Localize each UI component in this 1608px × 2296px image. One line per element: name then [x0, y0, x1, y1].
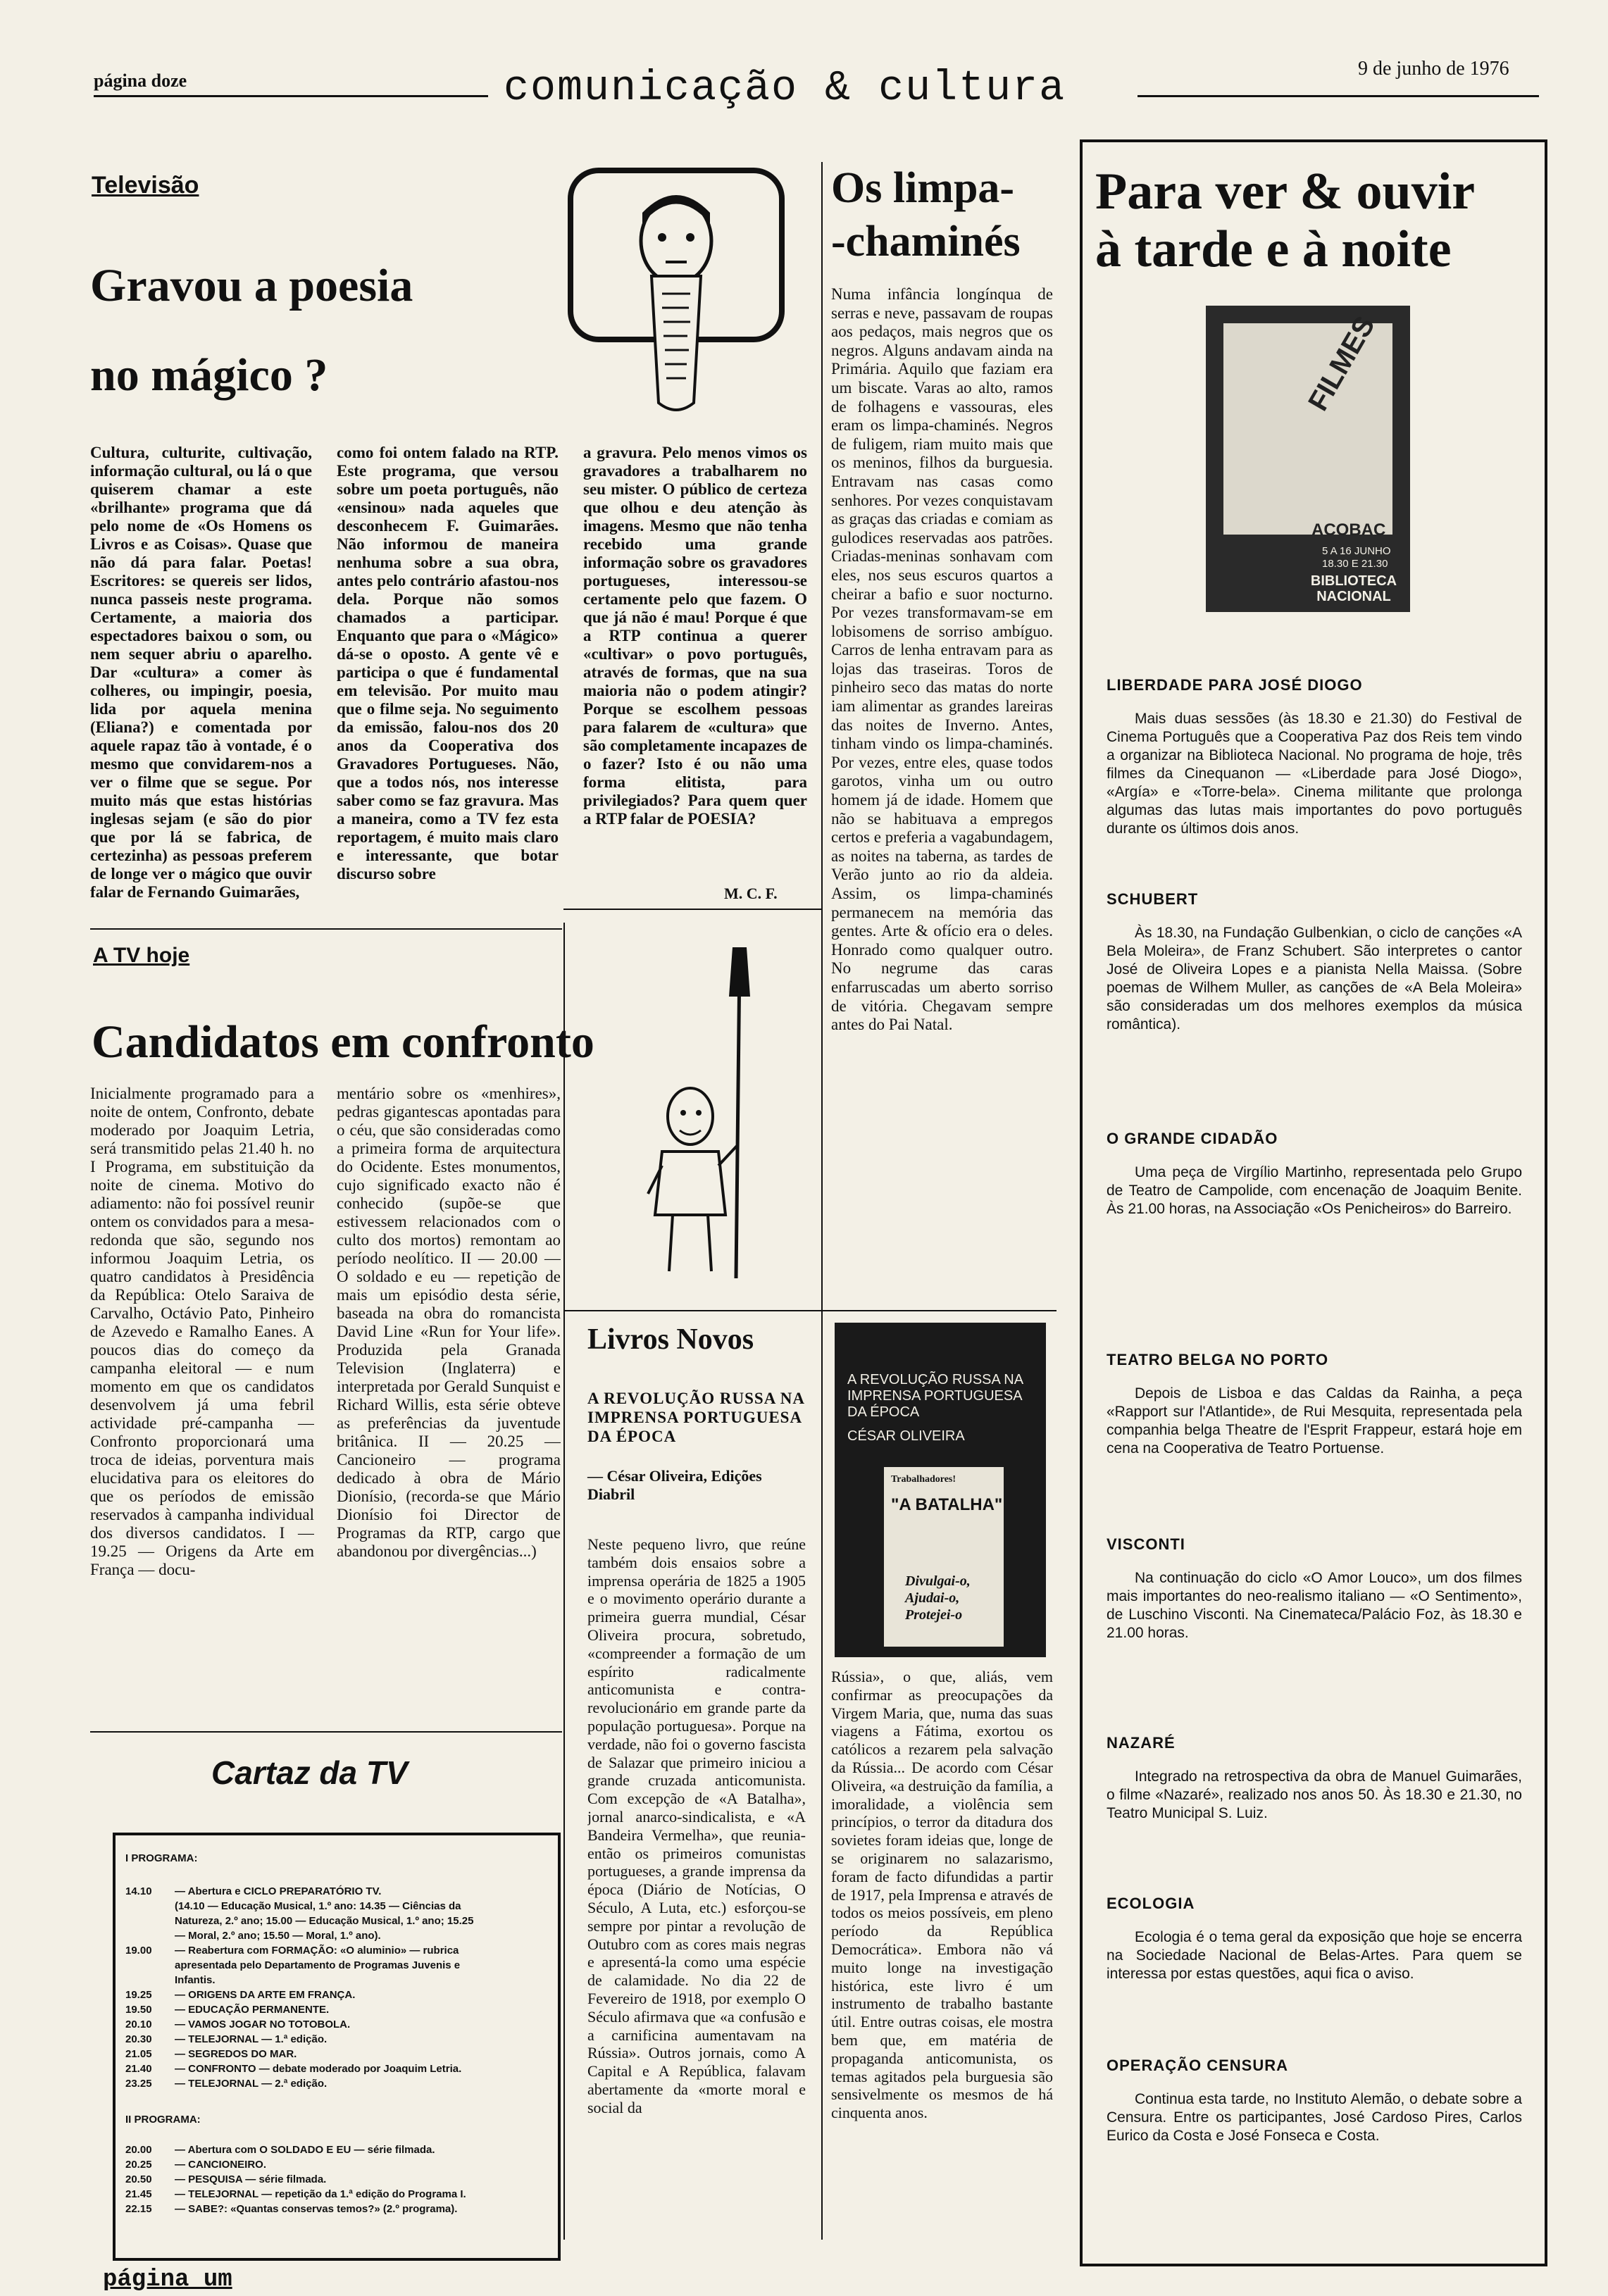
cover-title: A REVOLUÇÃO RUSSA NA IMPRENSA PORTUGUESA DA ÉPOCA: [847, 1372, 1023, 1420]
agenda-title-1: Para ver & ouvir: [1095, 163, 1476, 220]
schedule-time: 21.40: [125, 2063, 152, 2075]
schedule-row: [125, 2076, 548, 2091]
tv-set-illustration: [563, 163, 789, 420]
schedule-text: — TELEJORNAL — repetição da 1.ª edição do Programa I.: [175, 2188, 466, 2200]
schedule-time: 20.30: [125, 2033, 152, 2045]
schedule-time: 19.50: [125, 2004, 152, 2016]
schedule-text: apresentada pelo Departamento de Programas Juvenis e: [175, 1959, 461, 1971]
limpa-headline-2: -chaminés: [831, 218, 1021, 266]
issue-date: 9 de junho de 1976: [1358, 58, 1509, 80]
agenda-item: [1107, 1130, 1522, 1218]
schedule-row: [125, 1943, 548, 1958]
poster-dates: 5 A 16 JUNHO: [1322, 545, 1391, 557]
schedule-row: [125, 2002, 548, 2017]
limpa-headline-1: Os limpa-: [831, 164, 1015, 212]
agenda-item: [1107, 1734, 1522, 1823]
schedule-row: [125, 1973, 548, 1988]
agenda-title-2: à tarde e à noite: [1095, 220, 1452, 278]
tv-kicker: Televisão: [92, 172, 199, 199]
schedule-text: — EDUCAÇÃO PERMANENTE.: [175, 2004, 330, 2016]
agenda-item-text: Às 18.30, na Fundação Gulbenkian, o ciclo de canções «A Bela Moleira», de Franz Schubert. São interpretes o cantor José de Oliveira Lopes e a pianista Nella Maissa. (Sobre poemas de Wilhem Muller, as canções de «A Bela Moleira» são consideradas um dos melhores exemplos da música romântica).: [1107, 925, 1522, 1032]
agenda-item: [1107, 890, 1522, 1034]
schedule-text: — Reabertura com FORMAÇÃO: «O aluminio» — rubrica: [175, 1945, 459, 1957]
schedule-time: 20.00: [125, 2144, 152, 2156]
agenda-item-text: Na continuação do ciclo «O Amor Louco», um dos filmes mais importantes do neo-realismo italiano — «O Sentimento», de Luschino Visconti. Na Cinemateca/Palácio Foz, às 18.30 e 21.00 horas.: [1107, 1570, 1522, 1641]
agenda-item-text: Depois de Lisboa e das Caldas da Rainha, a peça «Rapport sur l'Atlantide», de Rui Mesquita, representada pela companhia belga Theatre de l'Esprit Frappeur, estará hoje em cena na Cooperativa de Teatro Portuense.: [1107, 1385, 1522, 1456]
schedule-time: 19.00: [125, 1945, 152, 1957]
schedule-row: [125, 2032, 548, 2047]
film-festival-poster: [1206, 306, 1410, 612]
column-divider: [821, 162, 823, 2240]
agenda-item-title: VISCONTI: [1107, 1535, 1185, 1553]
cover-paper-top: Trabalhadores!: [891, 1474, 956, 1485]
agenda-item: [1107, 1351, 1522, 1458]
schedule-row: [125, 2187, 548, 2202]
tv-hoje-kicker: A TV hoje: [93, 944, 190, 967]
tv-article-col1: Cultura, culturite, cultivação, informação cultural, ou lá o que quiserem chamar a este «brilhante» programa que dá pelo nome de «Os Homens os Livros e as Coisas». Quase que não dá para falar. Poetas! Escritores: se quereis ser lidos, nunca passeis neste programa. Certamente, a maioria dos espectadores baixou o som, ou nem sequer abriu o aparelho. Dar «cultura» a comer às colheres, ou impingir, poesia, lida por aquela menina (Eliana?) e comentada por aquele rapaz tão à vontade, é o mesmo que convidarem-nos a ver o filme que se segue. Por muito más que estas histórias inglesas sejam (e são do pior que por lá se fabrica, de certezinha) as pessoas preferem de longe ver o mágico que ouvir falar de Fernando Guimarães,: [90, 444, 312, 901]
cartaz-p2-title: II PROGRAMA:: [125, 2114, 201, 2126]
poster-times: 18.30 E 21.30: [1322, 558, 1388, 570]
cover-author: CÉSAR OLIVEIRA: [847, 1428, 965, 1444]
schedule-row: [125, 2017, 548, 2032]
agenda-box: [1080, 139, 1547, 2266]
schedule-row: [125, 2047, 548, 2061]
cartaz-box: [113, 1833, 561, 2261]
divider: [563, 909, 821, 910]
schedule-text: — SABE?: «Quantas conservas temos?» (2.º programa).: [175, 2203, 458, 2215]
agenda-item-title: OPERAÇÃO CENSURA: [1107, 2057, 1289, 2074]
schedule-time: 22.15: [125, 2203, 152, 2215]
poster-place: BIBLIOTECA NACIONAL: [1310, 573, 1397, 604]
schedule-text: — CANCIONEIRO.: [175, 2159, 267, 2171]
agenda-item-text: Uma peça de Virgílio Martinho, representada pelo Grupo de Teatro de Campolide, com encenação de Joaquim Benite. Às 21.00 horas, na Associação «Os Penicheiros» do Barreiro.: [1107, 1164, 1522, 1217]
agenda-item-title: SCHUBERT: [1107, 890, 1199, 908]
cover-paper-slogan: Divulgai-o, Ajudai-o, Protejei-o: [905, 1573, 971, 1623]
schedule-time: 21.05: [125, 2048, 152, 2060]
schedule-text: Natureza, 2.º ano; 15.00 — Educação Musical, 1.º ano; 15.25: [175, 1915, 474, 1927]
schedule-row: [125, 2172, 548, 2187]
cover-paper-name: "A BATALHA": [891, 1495, 1003, 1514]
agenda-item-title: NAZARÉ: [1107, 1734, 1176, 1752]
tv-headline-1: Gravou a poesia: [90, 260, 413, 311]
schedule-time: 14.10: [125, 1885, 152, 1897]
schedule-row: [125, 2202, 548, 2216]
schedule-text: — VAMOS JOGAR NO TOTOBOLA.: [175, 2019, 351, 2030]
schedule-row: [125, 1914, 548, 1928]
schedule-text: — TELEJORNAL — 1.ª edição.: [175, 2033, 328, 2045]
schedule-text: — SEGREDOS DO MAR.: [175, 2048, 297, 2060]
agenda-item-title: O GRANDE CIDADÃO: [1107, 1130, 1278, 1147]
schedule-row: [125, 1958, 548, 1973]
agenda-item-title: ECOLOGIA: [1107, 1895, 1195, 1912]
agenda-item: [1107, 676, 1522, 838]
header-rule-left: [94, 95, 488, 97]
section-title: comunicação & cultura: [504, 65, 1066, 113]
book-credit: — César Oliveira, Edições Diabril: [587, 1467, 762, 1503]
tv-hoje-headline: Candidatos em confronto: [92, 1016, 594, 1068]
schedule-text: — ORIGENS DA ARTE EM FRANÇA.: [175, 1989, 356, 2001]
header-rule-right: [1138, 95, 1539, 97]
book-cover: [835, 1323, 1046, 1657]
agenda-item: [1107, 1535, 1522, 1642]
cartaz-title: Cartaz da TV: [211, 1754, 408, 1791]
tv-headline-2: no mágico ?: [90, 349, 328, 401]
schedule-text: — Abertura com O SOLDADO E EU — série filmada.: [175, 2144, 435, 2156]
schedule-time: 23.25: [125, 2078, 152, 2090]
tv-article-col3: a gravura. Pelo menos vimos os gravadores a trabalharem no seu mister. O público de certeza que olhou e deu atenção às imagens. Mesmo que não tenha recebido uma grande informação sobre os gravadores portugueses, interessou-se certamente pelo que fazem. O que já não é mau! Porque é que a RTP continua a querer «cultivar» o povo português, através de formas, que na sua maioria não o podem atingir? Porque se escolhem pessoas para falarem de «cultura» que são completamente incapazes de o fazer? Isto é ou não uma forma elitista, para privilegiados? Para quem quer a RTP falar de POESIA?: [583, 444, 807, 828]
schedule-time: 19.25: [125, 1989, 152, 2001]
schedule-text: — TELEJORNAL — 2.ª edição.: [175, 2078, 328, 2090]
agenda-item-text: Ecologia é o tema geral da exposição que hoje se encerra na Sociedade Nacional de Belas-Artes. Para quem se interessa por estas questões, aqui fica o aviso.: [1107, 1929, 1522, 1982]
agenda-item: [1107, 1895, 1522, 1983]
footer-label: página um: [103, 2266, 232, 2293]
divider: [90, 928, 562, 930]
schedule-row: [125, 2157, 548, 2172]
chimney-sweep-illustration: [613, 940, 782, 1292]
schedule-text: — PESQUISA — série filmada.: [175, 2173, 327, 2185]
schedule-row: [125, 2061, 548, 2076]
book-title: A REVOLUÇÃO RUSSA NA IMPRENSA PORTUGUESA DA ÉPOCA: [587, 1390, 804, 1445]
agenda-item-text: Integrado na retrospectiva da obra de Manuel Guimarães, o filme «Nazaré», realizado nos anos 50. Às 18.30 e 21.30, no Teatro Municipal S. Luiz.: [1107, 1768, 1522, 1821]
tv-signature: M. C. F.: [724, 885, 778, 902]
schedule-row: [125, 1928, 548, 1943]
poster-org: ACOBAC: [1311, 520, 1386, 539]
divider: [90, 1731, 562, 1733]
tv-hoje-col1: Inicialmente programado para a noite de ontem, Confronto, debate moderado por Joaquim Letria, será transmitido pelas 21.40 h. no I Programa, em substituição da noite de cinema. Motivo do adiamento: não foi possível reunir ontem os convidados para a mesa-redonda que são, segundo nos informou Joaquim Letria, os quatro candidatos à Presidência da República: Otelo Saraiva de Carvalho, Octávio Pato, Pinheiro de Azevedo e Ramalho Eanes. A poucos dias do começo da campanha eleitoral — e num momento em que os candidatos desenvolvem já uma febril actividade pré-campanha — Confronto proporcionará uma troca de ideias, porventura mais elucidativa para os eleitores do que os períodos de emissão reservados à campanha individual dos diversos candidatos. I — 19.25 — Origens da Arte em França — docu-: [90, 1085, 314, 1578]
schedule-text: — CONFRONTO — debate moderado por Joaquim Letria.: [175, 2063, 462, 2075]
agenda-item-title: TEATRO BELGA NO PORTO: [1107, 1351, 1329, 1368]
schedule-time: 20.10: [125, 2019, 152, 2030]
agenda-item-text: Continua esta tarde, no Instituto Alemão, o debate sobre a Censura. Entre os participantes, José Cardoso Pires, Carlos Eurico da Costa e José Fonseca e Costa.: [1107, 2091, 1522, 2144]
schedule-row: [125, 2142, 548, 2157]
agenda-item-title: LIBERDADE PARA JOSÉ DIOGO: [1107, 676, 1363, 694]
schedule-text: — Moral, 2.º ano; 15.50 — Moral, 1.º ano).: [175, 1930, 381, 1942]
livros-col1: Neste pequeno livro, que reúne também dois ensaios sobre a imprensa operária de 1825 a 1905 e o movimento operário durante a primeira guerra mundial, César Oliveira procura, sobretudo, «compreender a formação de um espírito radicalmente anticomunista e contra-revolucionário em grande parte da população portuguesa». Porque na verdade, não foi o governo fascista de Salazar que primeiro iniciou a grande cruzada anticomunista. Com excepção de «A Batalha», jornal anarco-sindicalista, e «A Bandeira Vermelha», que reunia-então os primeiros comunistas portugueses, a grande imprensa da época (Diário de Notícias, O Século, A Luta, etc.) esforçou-se sempre por pintar a revolução de Outubro com as cores mais negras e apresentá-la como uma espécie de calamidade. No dia 22 de Fevereiro de 1918, por exemplo O Século afirmava que «a confusão e a carnificina aumentavam na Rússia». Outros jornais, como A Capital e A República, falavam abertamente da «morte moral e social da: [587, 1535, 806, 2116]
divider: [563, 1310, 1057, 1311]
schedule-time: 21.45: [125, 2188, 152, 2200]
agenda-item: [1107, 2057, 1522, 2145]
tv-article-col2: como foi ontem falado na RTP. Este programa, que versou sobre um poeta português, não «ensinou» nada aqueles que desconhecem F. Guimarães. Não informou de maneira nenhuma sobre a sua obra, antes pelo contrário afastou-nos dela. Porque não somos chamados a participar. Enquanto que para o «Mágico» dá-se o oposto. A gente vê e participa o que é fundamental em televisão. Por muito mau que o filme seja. No seguimento da emissão, falou-nos dos 20 anos da Cooperativa dos Gravadores Portugueses. Não, que a todos nós, nos interesse saber como se faz gravura. Mas a maneira, como a TV fez esta reportagem, é muito mais claro e interessante, que botar discurso sobre: [337, 444, 559, 882]
page-label: página doze: [94, 70, 187, 91]
schedule-row: [125, 1988, 548, 2002]
schedule-row: [125, 1884, 548, 1899]
schedule-time: 20.50: [125, 2173, 152, 2185]
poster-word: FILMES: [1302, 311, 1381, 416]
schedule-text: Infantis.: [175, 1974, 216, 1986]
schedule-text: (14.10 — Educação Musical, 1.º ano: 14.35 — Ciências da: [175, 1900, 461, 1912]
livros-col2: Rússia», o que, aliás, vem confirmar as preocupações da Virgem Maria, que, numa das suas viagens a Fátima, exortou os católicos a rezarem pela salvação da Rússia... De acordo com César Oliveira, «a destruição da família, a imoralidade, a violência sem princípios, o terror da ditadura dos sovietes foram ideias que, longe de se originarem no salazarismo, foram de facto difundidas a partir de 1917, pela Imprensa e através de todos os meios possíveis, em pleno período da República Democrática». Embora não vá muito longe na investigação histórica, este livro é um instrumento de trabalho bastante útil. Entre outras coisas, ele mostra bem que, em matéria de propaganda anticomunista, os temas agitados pela burguesia são sensivelmente os mesmos de há cinquenta anos.: [831, 1668, 1053, 2122]
tv-hoje-col2: mentário sobre os «menhires», pedras gigantescas apontadas para o céu, que são consideradas como a primeira forma de arquitectura do Ocidente. Estes monumentos, cujo significado exacto não é conhecido (supõe-se que estivessem relacionados com o culto dos mortos) remontam ao período neolítico. II — 20.00 — O soldado e eu — repetição de mais um episódio desta série, baseada na obra do romancista David Line «Run for Your life». Produzida pela Granada Television (Inglaterra) e interpretada por Gerald Sunquist e Richard Willis, esta série obteve as preferências da juventude britânica. II — 20.25 — Cancioneiro — programa dedicado à obra de Mário Dionísio, (recorda-se que Mário Dionísio foi Director de Programas da RTP, cargo que abandonou por divergências...): [337, 1085, 561, 1560]
column-divider: [563, 923, 565, 2240]
agenda-item-text: Mais duas sessões (às 18.30 e 21.30) do Festival de Cinema Português que a Cooperativa Paz dos Reis tem vindo a organizar na Biblioteca Nacional. No programa de hoje, três filmes da Cinequanon — «Liberdade para José Diogo», «Argía» e «Torre-bela». Cinema militante que prolonga algumas das lutas mais importantes do povo português durante os últimos dois anos.: [1107, 711, 1522, 837]
schedule-row: [125, 1899, 548, 1914]
schedule-text: — Abertura e CICLO PREPARATÓRIO TV.: [175, 1885, 382, 1897]
livros-title: Livros Novos: [587, 1323, 754, 1356]
cartaz-p1-title: I PROGRAMA:: [125, 1852, 198, 1864]
schedule-time: 20.25: [125, 2159, 152, 2171]
limpa-text: Numa infância longínqua de serras e neve, passavam de roupas aos pedaços, mais negros que os negros. Alguns andavam ainda na Primária. Aquilo que faziam era um biscate. Varas ao alto, ramos de folhagens e vassouras, eles eram os limpa-chaminés. Negros de fuligem, riam muito mais que os meninos, filhos da burguesia. Entravam nas casas como senhores. Por vezes conquistavam as graças das criadas e comiam as gulodices reservadas aos patrões. Criadas-meninas sonhavam com eles, nos seus escuros quartos a cheirar a bafio e suor nocturno. Por vezes transformavam-se em lobisomens de sorriso ambíguo. Carros de lenha entravam para as lojas das traseiras. Toros de pinheiro seco das matas do norte iam alimentar as grandes lareiras das noites de Inverno. Antes, tinham vindo os limpa-chaminés. Por vezes, entre eles, quase todos garotos, vinha um ou outro homem já de idade. Homem que não se habituava a empregos certos e preferia a vagabundagem, as noites na taberna, as tardes de Verão junto ao rio da aldeia. Assim, os limpa-chaminés permanecem na memória das gentes. Arte & ofício era o deles. Honrado como qualquer outro. No negrume das caras enfarruscadas um aberto sorriso de vitória. Chegavam sempre antes do Pai Natal.: [831, 285, 1053, 1034]
